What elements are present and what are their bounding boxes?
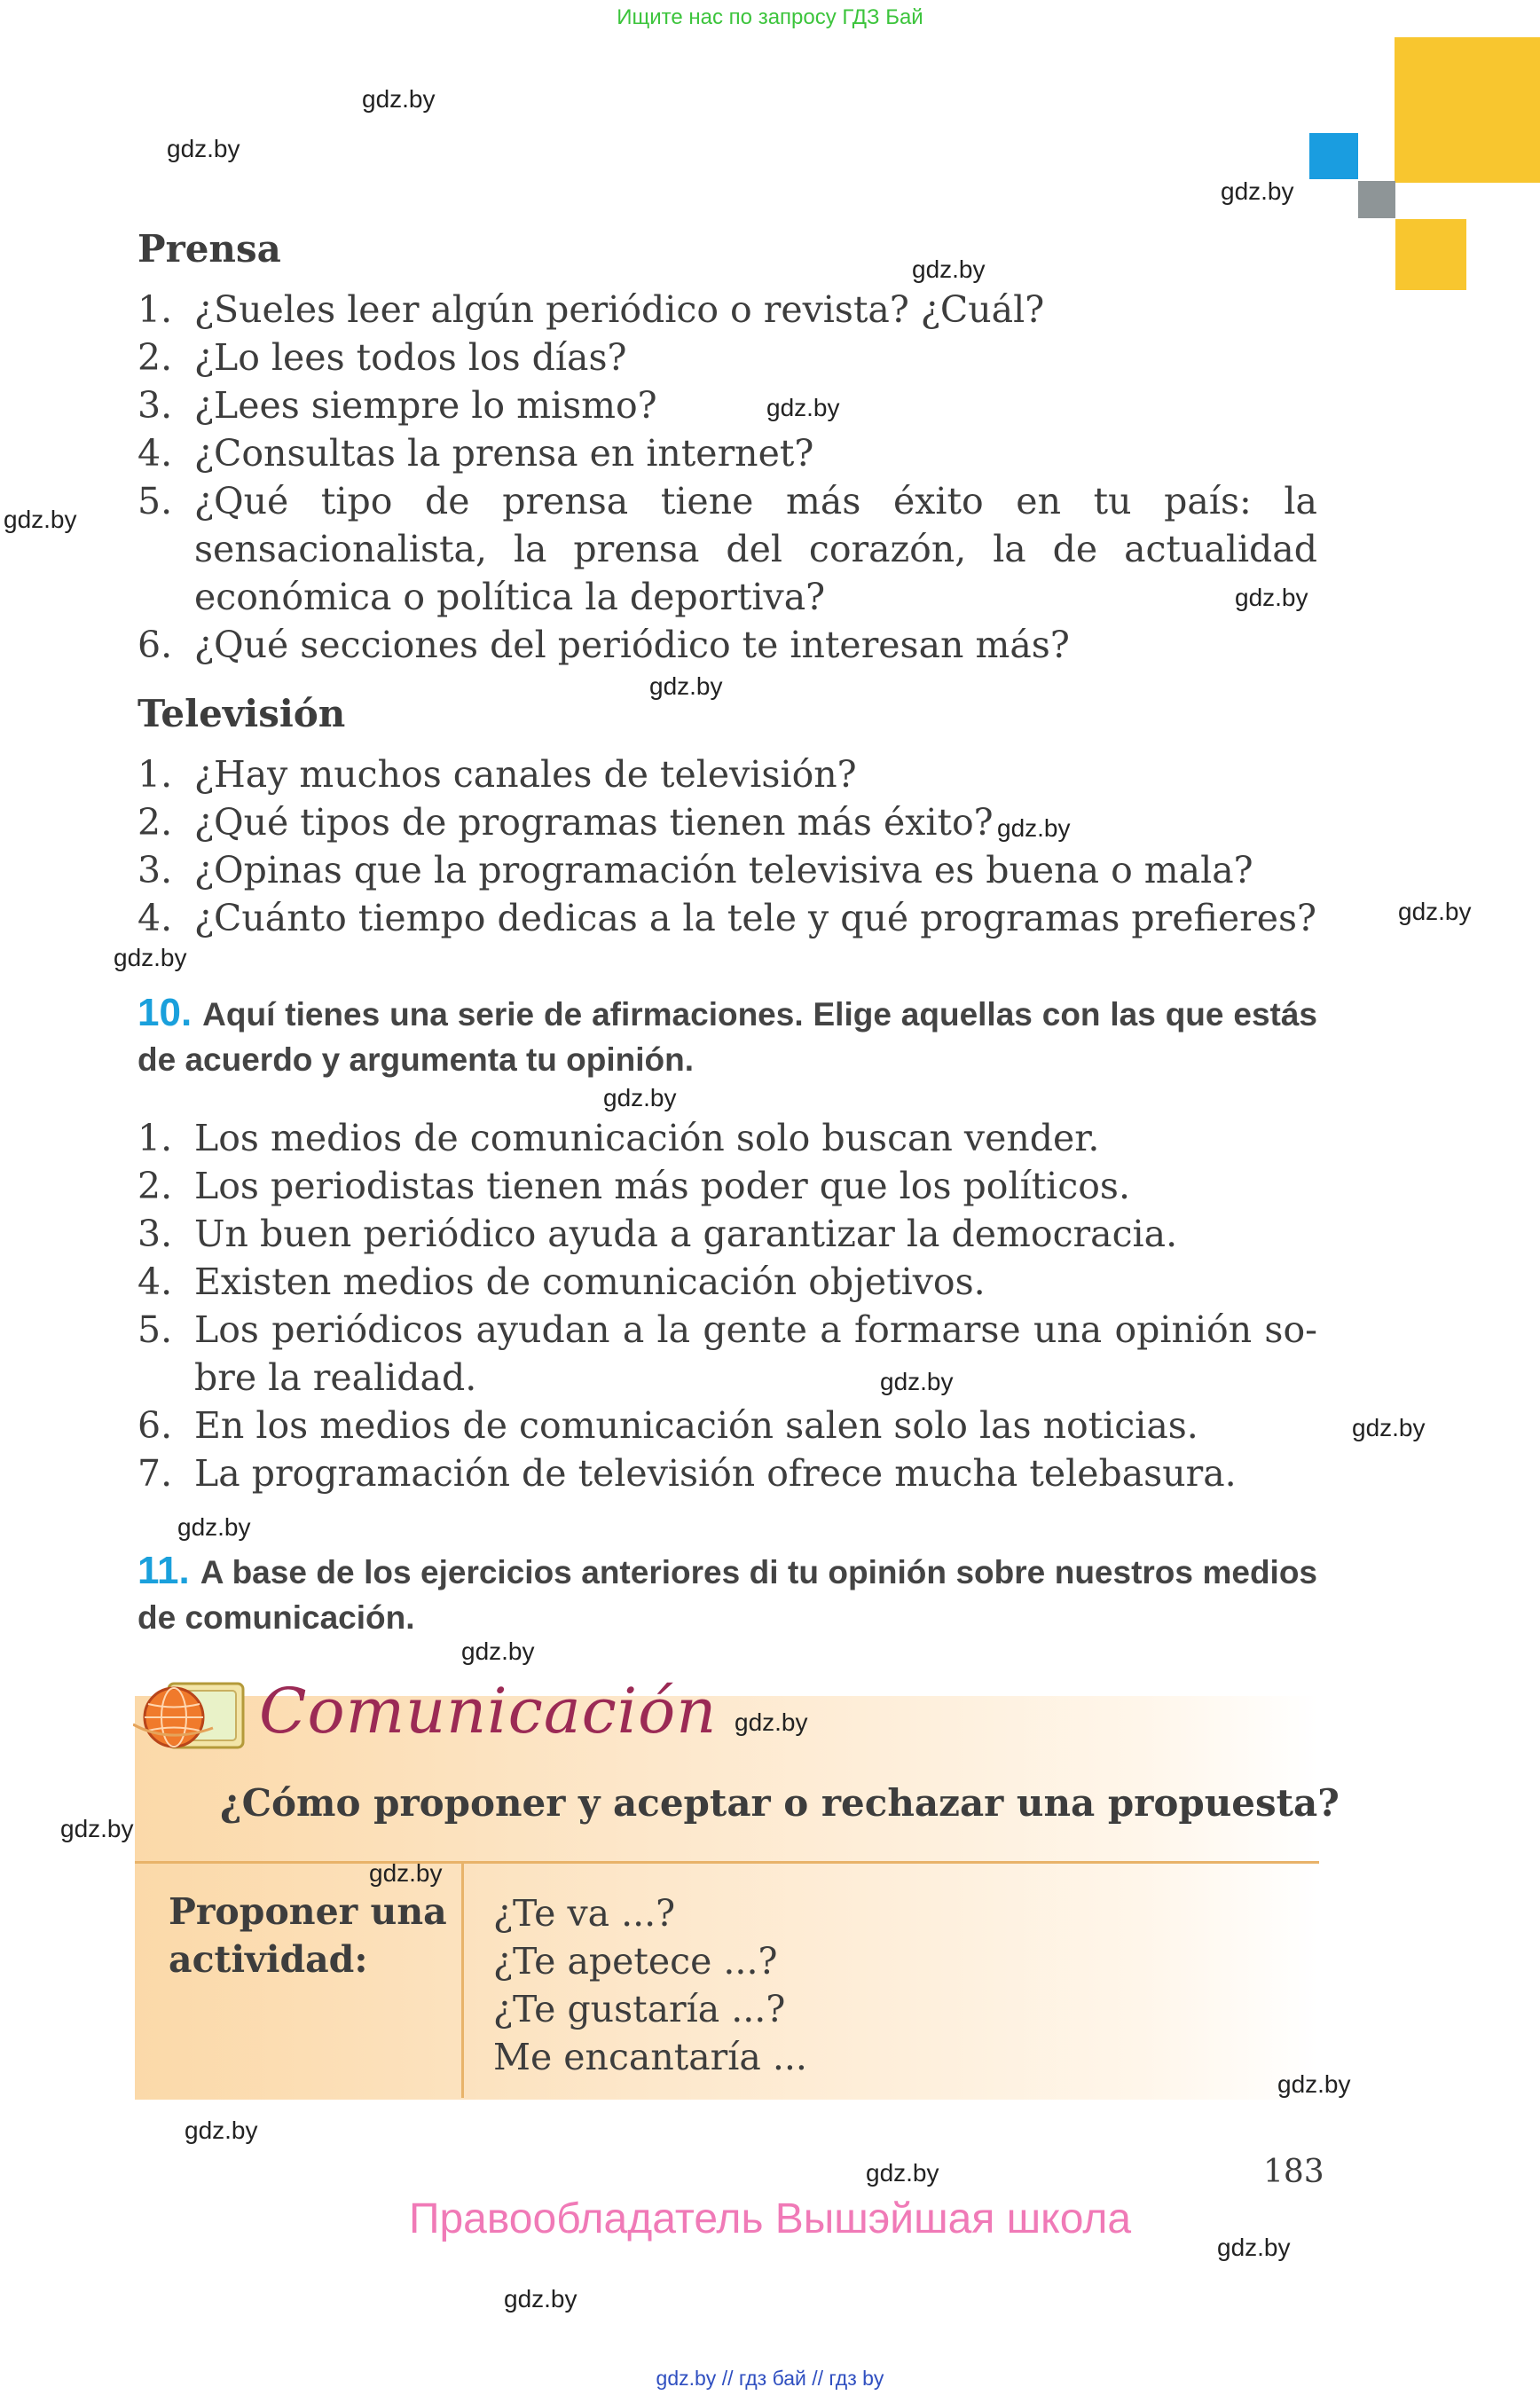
watermark: gdz.by	[60, 1815, 134, 1842]
list-item	[138, 1162, 1317, 1210]
watermark: gdz.by	[1235, 584, 1308, 611]
item-number: 6.	[138, 624, 173, 666]
watermark: gdz.by	[766, 394, 840, 421]
comunicacion-phrases	[493, 1889, 807, 2081]
phrase: ¿Te va ...?	[493, 1892, 676, 1935]
exercise-text: Aquí tienes una serie de afirmaciones. Elige aquellas con las que estás de acuerdo y argumenta tu opinión.	[138, 996, 1317, 1078]
watermark: gdz.by	[177, 1513, 251, 1541]
watermark: gdz.by	[504, 2285, 578, 2313]
watermark: gdz.by	[4, 506, 77, 533]
list-item	[138, 1258, 1317, 1306]
watermark: gdz.by	[167, 135, 240, 162]
item-text: ¿Qué tipos de programas tienen más éxito?	[194, 801, 994, 844]
list-item	[138, 894, 1317, 942]
item-text: ¿Lees siempre lo mismo?	[194, 384, 657, 427]
watermark: gdz.by	[185, 2116, 258, 2144]
comunicacion-title: Comunicación	[259, 1675, 718, 1747]
list-item	[138, 1210, 1317, 1258]
exercise-text: A base de los ejercicios anteriores di tu opinión sobre nuestros medios de comunicación.	[138, 1554, 1317, 1636]
item-text: ¿Sueles leer algún periódico o revista? ¿Cuál?	[194, 288, 1045, 331]
footer-links[interactable]: gdz.by // гдз бай // гдз by	[656, 2367, 884, 2390]
watermark: gdz.by	[1352, 1414, 1426, 1441]
list-item	[138, 429, 1317, 477]
item-text: En los medios de comunicación salen solo las noticias.	[194, 1404, 1198, 1447]
item-text: Los periódicos ayudan a la gente a formarse una opinión sobre la realidad.	[194, 1308, 1317, 1399]
watermark: gdz.by	[603, 1084, 677, 1111]
list-item	[138, 750, 1317, 798]
item-number: 4.	[138, 432, 173, 475]
comunicacion-label: Proponer una actividad:	[169, 1890, 447, 1981]
list-item	[138, 846, 1317, 894]
list-item	[138, 477, 1317, 621]
item-number: 1.	[138, 753, 173, 796]
watermark: gdz.by	[1221, 177, 1294, 205]
prensa-list	[138, 286, 1317, 669]
watermark: gdz.by	[735, 1708, 808, 1736]
divider-horizontal	[135, 1861, 1319, 1864]
watermark: gdz.by	[461, 1637, 535, 1665]
globe-icon	[133, 1677, 250, 1756]
watermark: gdz.by	[1398, 898, 1472, 925]
item-number: 7.	[138, 1452, 173, 1495]
list-item	[138, 621, 1317, 669]
exercise-10-list	[138, 1114, 1317, 1497]
watermark: gdz.by	[1277, 2070, 1351, 2098]
phrase: ¿Te gustaría ...?	[493, 1988, 786, 2030]
page-number: 183	[1263, 2154, 1324, 2190]
deco-square-blue	[1309, 133, 1358, 179]
watermark: gdz.by	[649, 672, 723, 700]
television-list	[138, 750, 1317, 942]
item-number: 6.	[138, 1404, 173, 1447]
item-number: 5.	[138, 1308, 173, 1351]
copyright-holder: Правообладатель Вышэйшая школа	[408, 2195, 1132, 2242]
watermark: gdz.by	[880, 1368, 954, 1395]
phrase: Me encantaría ...	[493, 2036, 807, 2078]
item-text: ¿Qué tipo de prensa tiene más éxito en tu país: la sensacionalista, la prensa del corazón, la de actualidad económica o política la deportiva?	[194, 480, 1317, 618]
item-text: La programación de televisión ofrece mucha telebasura.	[194, 1452, 1237, 1495]
watermark: gdz.by	[912, 255, 986, 283]
item-text: ¿Opinas que la programación televisiva es buena o mala?	[194, 849, 1253, 891]
item-number: 2.	[138, 801, 173, 844]
exercise-number: 11.	[138, 1549, 190, 1592]
item-number: 4.	[138, 1260, 173, 1303]
item-number: 1.	[138, 1117, 173, 1159]
item-text: Un buen periódico ayuda a garantizar la democracia.	[194, 1213, 1178, 1255]
list-item	[138, 798, 1317, 846]
item-number: 2.	[138, 1165, 173, 1207]
item-text: Los periodistas tienen más poder que los políticos.	[194, 1165, 1130, 1207]
item-text: ¿Lo lees todos los días?	[194, 336, 627, 379]
watermark: gdz.by	[369, 1859, 443, 1887]
list-item	[138, 1449, 1317, 1497]
list-item	[138, 1402, 1317, 1449]
exercise-number: 10.	[138, 991, 192, 1034]
item-number: 5.	[138, 480, 173, 522]
item-number: 3.	[138, 1213, 173, 1255]
deco-square-yellow-large	[1395, 37, 1540, 183]
deco-square-gray	[1358, 181, 1395, 218]
list-item	[138, 1114, 1317, 1162]
list-item	[138, 334, 1317, 381]
deco-square-yellow-small	[1395, 219, 1466, 290]
item-number: 3.	[138, 849, 173, 891]
item-number: 3.	[138, 384, 173, 427]
item-number: 2.	[138, 336, 173, 379]
item-text: Existen medios de comunicación objetivos.	[194, 1260, 986, 1303]
watermark: gdz.by	[1217, 2234, 1291, 2261]
item-text: ¿Qué secciones del periódico te interesan más?	[194, 624, 1070, 666]
list-item	[138, 381, 1317, 429]
exercise-11-instruction	[138, 1548, 1317, 1640]
watermark: gdz.by	[114, 944, 187, 971]
section-title-television: Televisión	[138, 692, 346, 735]
phrase: ¿Te apetece ...?	[493, 1940, 778, 1983]
list-item	[138, 1306, 1317, 1402]
item-text: ¿Cuánto tiempo dedicas a la tele y qué programas prefieres?	[194, 897, 1317, 939]
item-number: 4.	[138, 897, 173, 939]
section-title-prensa: Prensa	[138, 227, 281, 271]
exercise-10-instruction	[138, 990, 1317, 1082]
item-text: Los medios de comunicación solo buscan vender.	[194, 1117, 1100, 1159]
comunicacion-question: ¿Cómo proponer y aceptar o rechazar una propuesta?	[220, 1781, 1340, 1825]
item-text: ¿Consultas la prensa en internet?	[194, 432, 814, 475]
list-item	[138, 286, 1317, 334]
divider-vertical	[461, 1863, 464, 2098]
top-banner: Ищите нас по запросу ГДЗ Бай	[617, 5, 923, 29]
item-number: 1.	[138, 288, 173, 331]
item-text: ¿Hay muchos canales de televisión?	[194, 753, 857, 796]
watermark: gdz.by	[997, 814, 1071, 842]
watermark: gdz.by	[866, 2159, 939, 2187]
watermark: gdz.by	[362, 85, 436, 113]
